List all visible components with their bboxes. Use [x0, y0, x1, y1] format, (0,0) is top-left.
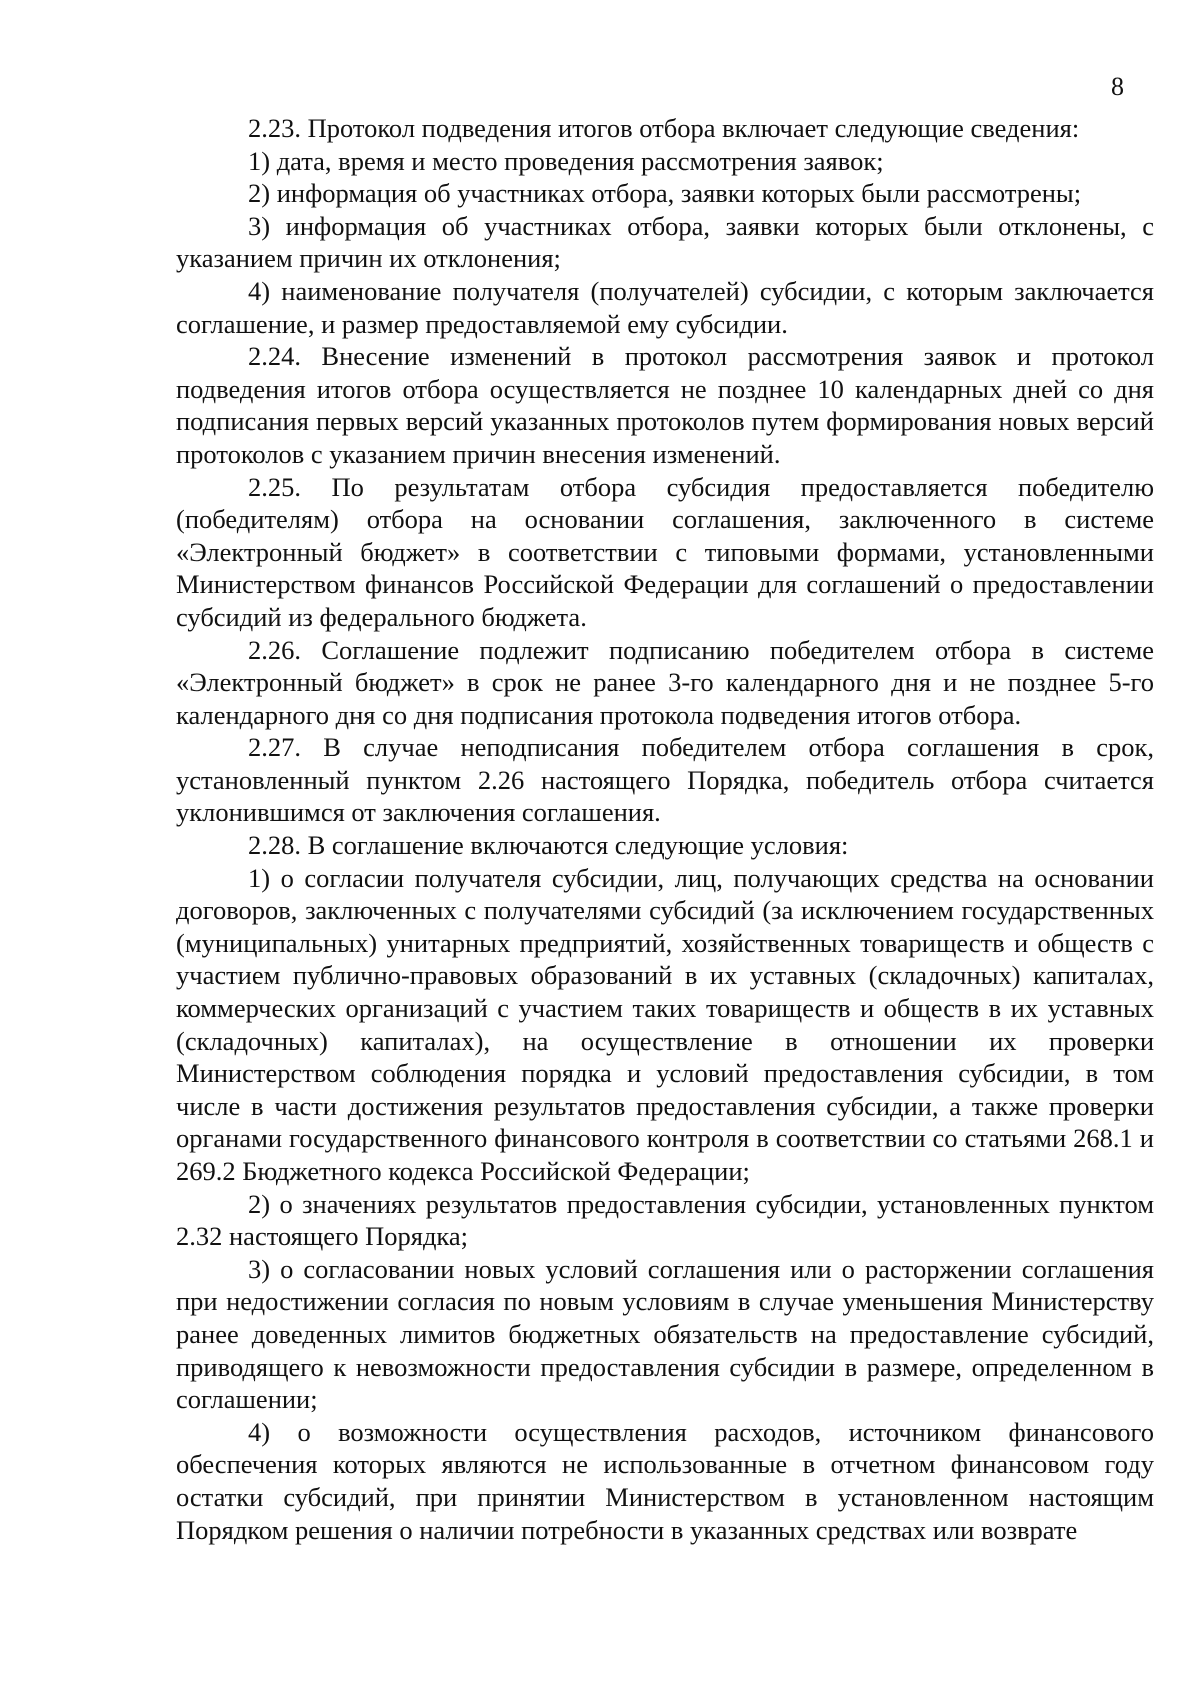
paragraph-2-28: 2.28. В соглашение включаются следующие условия:: [248, 830, 849, 861]
paragraph-2-23-item-4: 4) наименование получателя (получателей) субсидии, с которым заключается соглашение, и размер предоставляемой ему субсидии.: [176, 275, 1154, 339]
paragraph-2-28-item-2: 2) о значениях результатов предоставления субсидии, установленных пунктом 2.32 настоящего Порядка;: [176, 1188, 1154, 1252]
paragraph-2-26: 2.26. Соглашение подлежит подписанию победителем отбора в системе «Электронный бюджет» в срок не ранее 3-го календарного дня и не позднее 5-го календарного дня со дня подписания протокола подведения итогов отбора.: [176, 634, 1154, 730]
paragraph-2-28-item-1: 1) о согласии получателя субсидии, лиц, получающих средства на основании договоров, заключенных с получателями субсидий (за исключением государственных (муниципальных) унитарных предприятий, хозяйственных товариществ и обществ с участием публично-правовых образований в их уставных (складочных) капиталах, коммерческих организаций с участием таких товариществ и обществ в их уставных (складочных) капиталах), на осуществление в отношении их проверки Министерством соблюдения порядка и условий предоставления субсидии, в том числе в части достижения результатов предоставления субсидии, а также проверки органами государственного финансового контроля в соответствии со статьями 268.1 и 269.2 Бюджетного кодекса Российской Федерации;: [176, 862, 1154, 1186]
page-number: 8: [1111, 72, 1124, 101]
paragraph-2-28-item-3: 3) о согласовании новых условий соглашения или о расторжении соглашения при недостижении согласия по новым условиям в случае уменьшения Министерству ранее доведенных лимитов бюджетных обязательств на предоставление субсидий, приводящего к невозможности предоставления субсидии в размере, определенном в соглашении;: [176, 1253, 1154, 1415]
paragraph-2-25: 2.25. По результатам отбора субсидия предоставляется победителю (победителям) отбора на основании соглашения, заключенного в системе «Электронный бюджет» в соответствии с типовыми формами, установленными Министерством финансов Российской Федерации для соглашений о предоставлении субсидий из федерального бюджета.: [176, 471, 1154, 632]
paragraph-2-27: 2.27. В случае неподписания победителем отбора соглашения в срок, установленный пунктом 2.26 настоящего Порядка, победитель отбора считается уклонившимся от заключения соглашения.: [176, 732, 1154, 828]
paragraph-2-23-item-1: 1) дата, время и место проведения рассмотрения заявок;: [248, 145, 884, 176]
paragraph-2-28-item-4: 4) о возможности осуществления расходов, источником финансового обеспечения которых являются не использованные в отчетном финансовом году остатки субсидий, при принятии Министерством в установленном настоящим Порядком решения о наличии потребности в указанных средствах или возврате: [176, 1416, 1154, 1545]
paragraph-2-24: 2.24. Внесение изменений в протокол рассмотрения заявок и протокол подведения итогов отбора осуществляется не позднее 10 календарных дней со дня подписания первых версий указанных протоколов путем формирования новых версий протоколов с указанием причин внесения изменений.: [176, 341, 1154, 469]
paragraph-2-23-item-2: 2) информация об участниках отбора, заявки которых были рассмотрены;: [248, 178, 1082, 209]
document-body: [176, 112, 1154, 1546]
paragraph-2-23: 2.23. Протокол подведения итогов отбора включает следующие сведения:: [248, 113, 1080, 143]
paragraph-2-23-item-3: 3) информация об участниках отбора, заявки которых были отклонены, с указанием причин их отклонения;: [176, 210, 1154, 274]
